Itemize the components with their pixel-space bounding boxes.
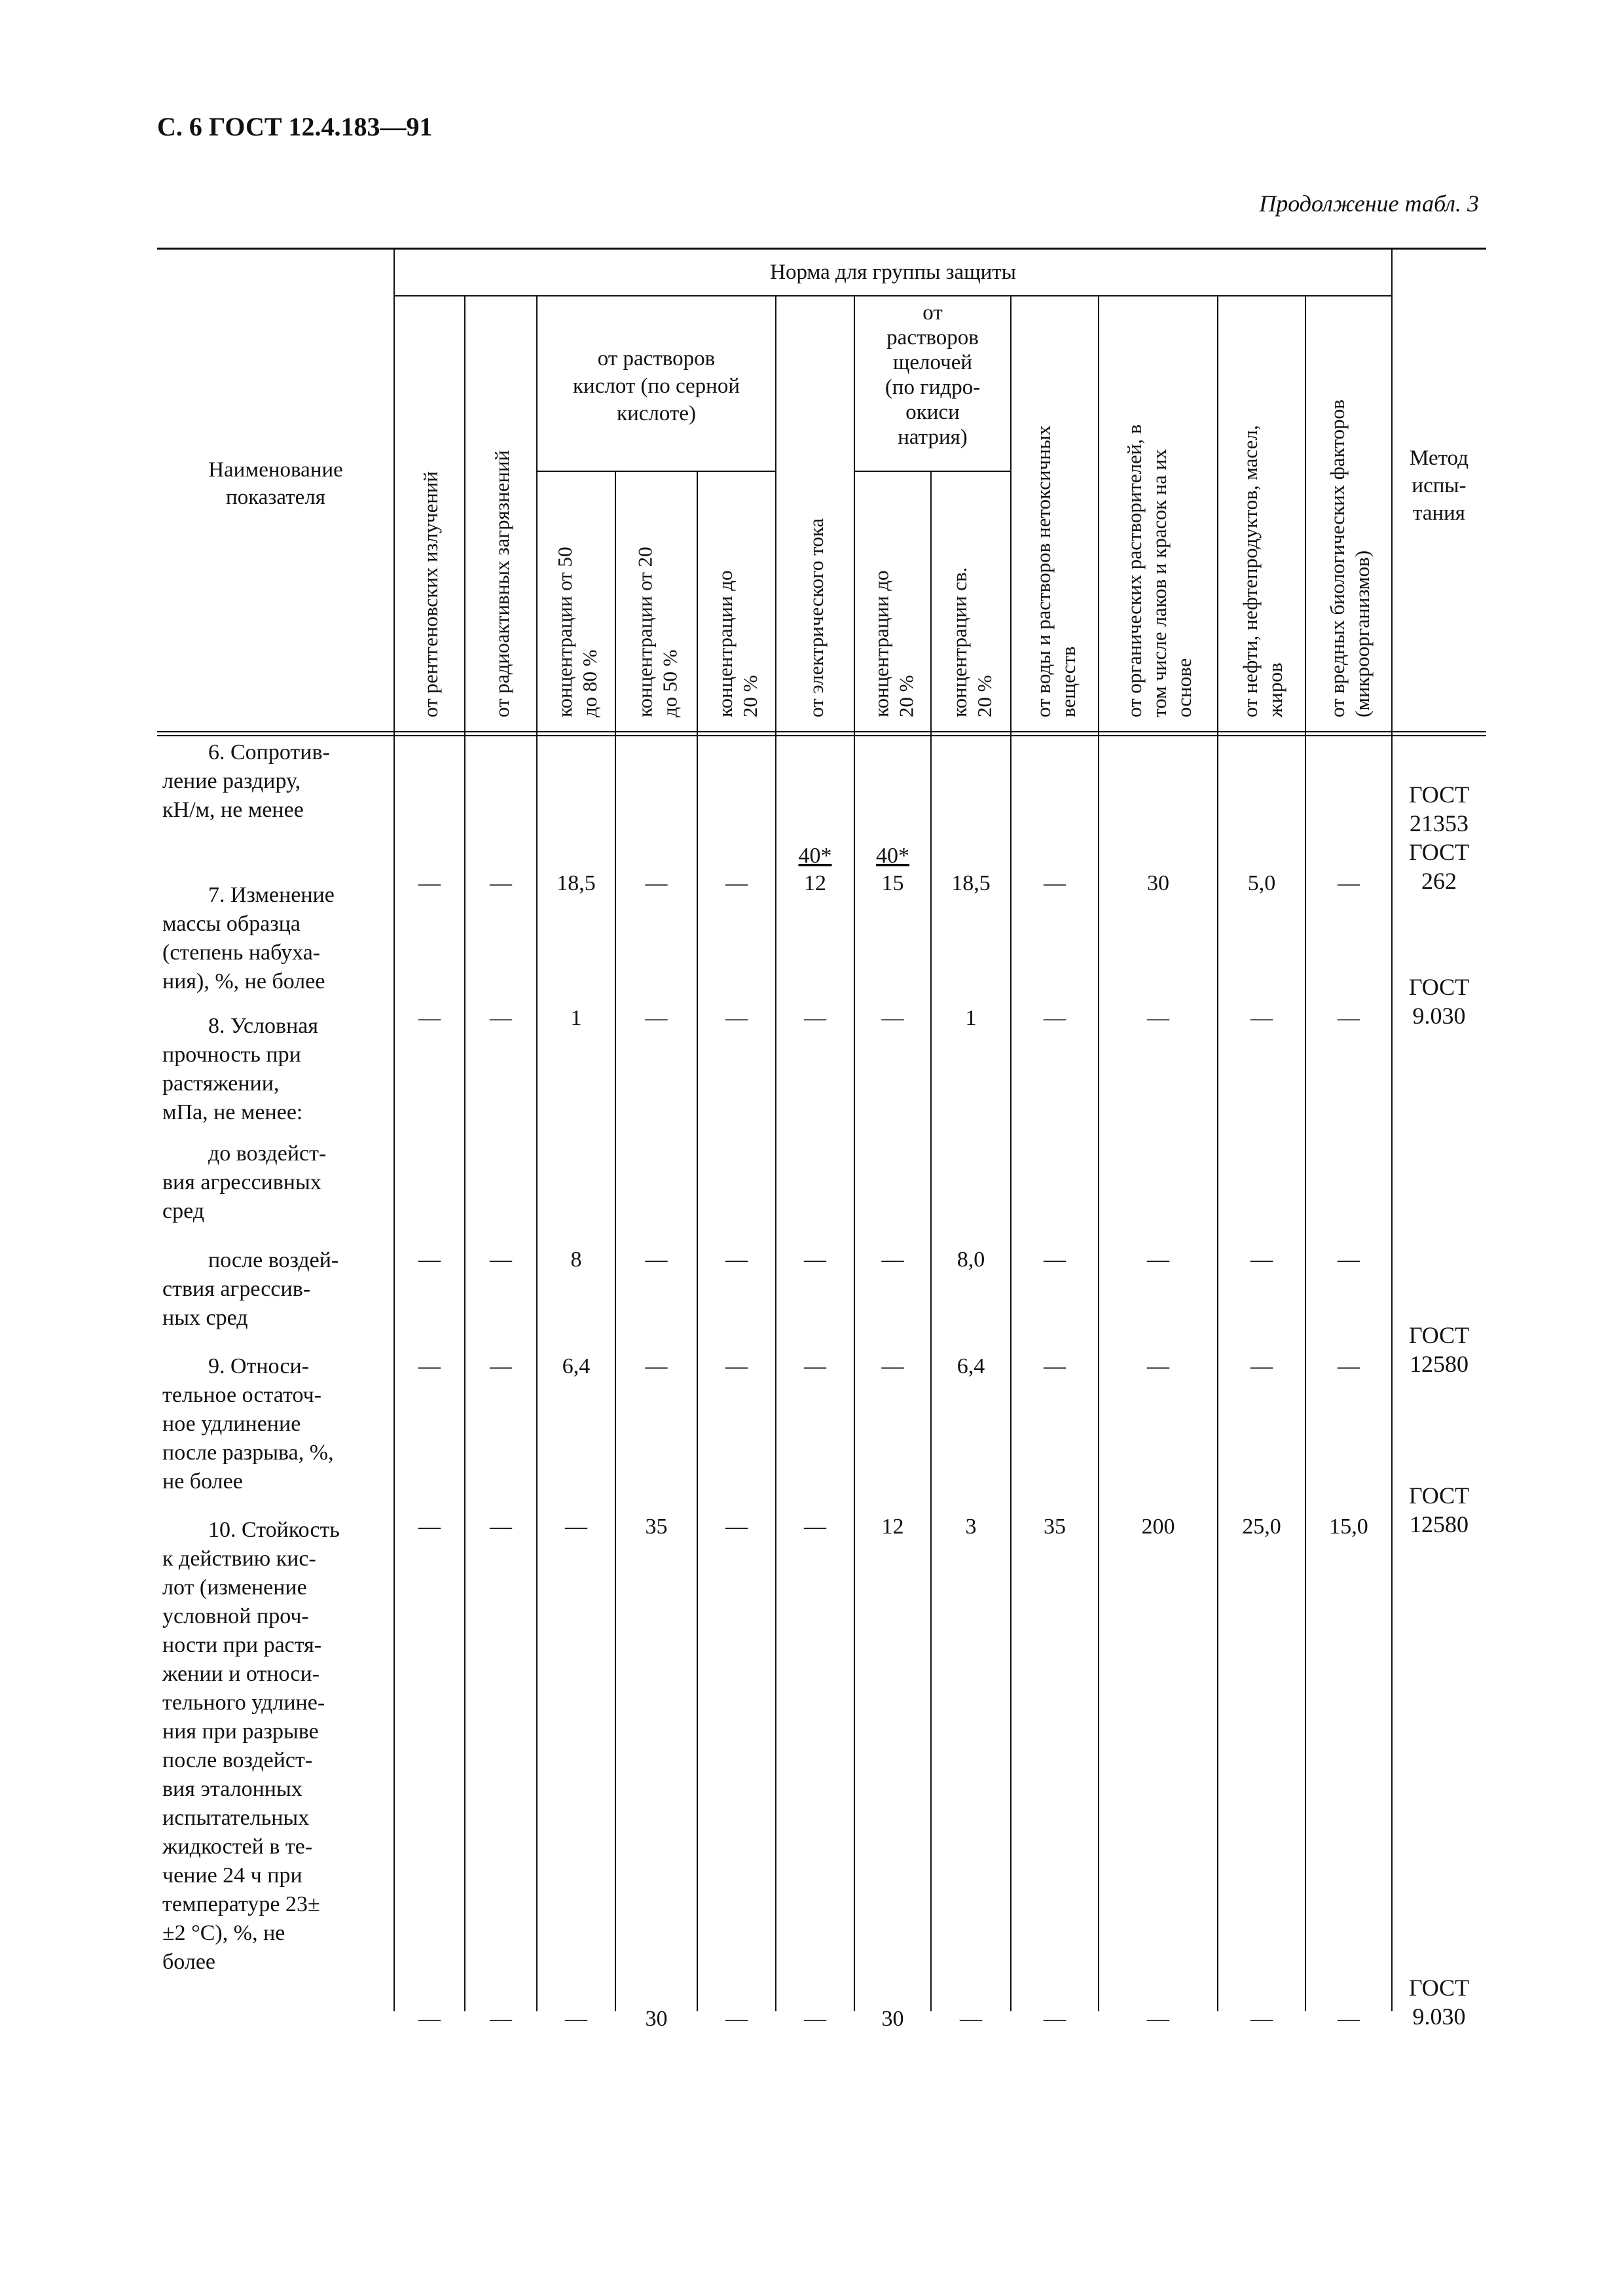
indicator-name: ное удлинение: [162, 1412, 301, 1436]
acid-solutions-header: от растворов: [597, 347, 716, 370]
table-cell: 6,4: [562, 1354, 591, 1378]
table-cell: —: [1250, 1247, 1273, 1272]
alkali-solutions-header: от: [922, 301, 943, 325]
column-header-4: до 50 %: [658, 649, 682, 717]
table-cell: 12: [804, 871, 826, 895]
table-cell: —: [804, 1006, 826, 1030]
table-cell: 15: [881, 871, 904, 895]
test-method: ГОСТ: [1408, 781, 1470, 808]
table-cell: —: [1338, 1354, 1360, 1378]
table-cell: 35: [1044, 1515, 1066, 1539]
table-cell: 30: [1147, 871, 1169, 895]
indicator-name: до воздейст-: [208, 1141, 327, 1166]
indicator-name: ных сред: [162, 1306, 248, 1330]
table-cell: —: [565, 1515, 587, 1539]
test-method: 9.030: [1412, 2003, 1466, 2028]
column-header-6: от электрического тока: [805, 518, 828, 717]
column-header-9: от воды и растворов нетоксичных: [1032, 425, 1055, 717]
table-cell: 30: [645, 2007, 668, 2028]
table-cell: —: [645, 1247, 668, 1272]
test-method-header: испы-: [1412, 474, 1467, 497]
table-cell: —: [960, 2007, 982, 2028]
alkali-solutions-header: окиси: [905, 401, 960, 424]
table-cell: —: [1250, 1354, 1273, 1378]
indicator-name: прочность при: [162, 1043, 301, 1067]
indicator-name: ния), %, не более: [162, 969, 325, 994]
test-method: ГОСТ: [1408, 839, 1470, 865]
norms-table: [157, 247, 1493, 2031]
table-cell: —: [418, 1515, 441, 1539]
column-header-5: концентрации до: [714, 570, 737, 717]
test-method: ГОСТ: [1408, 1482, 1470, 1509]
indicator-name: тельного удлине-: [162, 1691, 325, 1715]
table-cell: —: [1338, 2007, 1360, 2028]
indicator-name: растяжении,: [162, 1071, 280, 1096]
table-cell: —: [418, 1354, 441, 1378]
table-cell: 18,5: [556, 871, 596, 895]
table-cell: —: [490, 1354, 512, 1378]
test-method: ГОСТ: [1408, 1322, 1470, 1348]
table-cell: 30: [881, 2007, 904, 2028]
table-cell: —: [1338, 1006, 1360, 1030]
table-cell: 12: [881, 1515, 904, 1539]
table-cell: —: [804, 1247, 826, 1272]
alkali-solutions-header: (по гидро-: [884, 376, 981, 399]
test-method-header: Метод: [1410, 446, 1468, 470]
table-cell: 8: [570, 1247, 582, 1272]
indicator-name: ности при растя-: [162, 1633, 322, 1657]
alkali-solutions-header: натрия): [898, 425, 968, 449]
table-cell: —: [645, 871, 668, 895]
table-cell: 15,0: [1329, 1515, 1368, 1539]
indicator-name: вия агрессивных: [162, 1170, 321, 1194]
column-header-7: 20 %: [894, 675, 918, 717]
table-cell: —: [725, 2007, 748, 2028]
indicator-name: мПа, не менее:: [162, 1100, 303, 1124]
table-cell: —: [1338, 871, 1360, 895]
table-cell: 1: [570, 1006, 582, 1030]
table-cell: —: [1250, 2007, 1273, 2028]
test-method: 262: [1421, 868, 1457, 894]
table-cell: 3: [965, 1515, 977, 1539]
table-cell: —: [881, 1247, 904, 1272]
acid-solutions-header: кислот (по серной: [573, 374, 740, 398]
indicator-name: ±2 °С), %, не: [162, 1921, 285, 1945]
column-header-10: основе: [1173, 658, 1195, 717]
column-header-3: до 80 %: [578, 649, 601, 717]
column-header-7: концентрации до: [869, 570, 893, 717]
table-continuation-label: Продолжение табл. 3: [1259, 190, 1479, 217]
indicator-name: (степень набуха-: [162, 941, 321, 965]
column-header-11: жиров: [1264, 662, 1286, 717]
indicator-name: жении и относи-: [162, 1662, 319, 1686]
column-header-9: веществ: [1057, 646, 1080, 717]
column-header-10: том числе лаков и красок на их: [1148, 449, 1171, 717]
column-header-10: от органических растворителей, в: [1123, 424, 1146, 717]
indicator-name: после воздей-: [208, 1248, 339, 1272]
indicator-name: 7. Изменение: [208, 883, 335, 907]
table-cell: —: [490, 2007, 512, 2028]
indicator-name: лот (изменение: [162, 1575, 307, 1600]
column-header-4: концентрации от 20: [633, 547, 657, 717]
indicator-name: 10. Стойкость: [208, 1518, 340, 1542]
norms-table-svg: [157, 247, 1493, 2028]
indicator-name: условной проч-: [162, 1604, 309, 1628]
table-cell: —: [1147, 2007, 1169, 2028]
indicator-name: 6. Сопротив-: [208, 740, 330, 764]
column-header-2: от радиоактивных загрязнений: [490, 450, 513, 717]
indicator-name: кН/м, не менее: [162, 798, 304, 822]
indicator-name: жидкостей в те-: [162, 1835, 313, 1859]
indicator-name: испытательных: [162, 1806, 310, 1830]
table-cell: —: [418, 871, 441, 895]
table-cell: —: [725, 1247, 748, 1272]
indicator-name: 8. Условная: [208, 1014, 319, 1038]
column-header-8: 20 %: [973, 675, 996, 717]
table-cell: —: [490, 871, 512, 895]
alkali-solutions-header: щелочей: [892, 351, 973, 374]
indicator-name: более: [162, 1950, 215, 1974]
table-cell: —: [490, 1247, 512, 1272]
table-cell: —: [645, 1006, 668, 1030]
indicator-name: сред: [162, 1199, 205, 1223]
table-cell: 200: [1141, 1515, 1175, 1539]
table-cell: —: [1044, 1354, 1066, 1378]
test-method: ГОСТ: [1408, 1975, 1470, 2001]
table-cell: —: [1147, 1354, 1169, 1378]
indicator-name: чение 24 ч при: [162, 1863, 302, 1888]
indicator-name: к действию кис-: [162, 1547, 316, 1571]
table-cell: —: [1147, 1006, 1169, 1030]
table-cell: —: [1044, 2007, 1066, 2028]
table-cell: 8,0: [957, 1247, 985, 1272]
test-method: 9.030: [1412, 1003, 1466, 1029]
indicator-name: не более: [162, 1469, 243, 1494]
table-cell: —: [1250, 1006, 1273, 1030]
indicator-name: ния при разрыве: [162, 1719, 319, 1744]
test-method: ГОСТ: [1408, 974, 1470, 1000]
table-cell: —: [1338, 1247, 1360, 1272]
indicator-name: после разрыва, %,: [162, 1441, 334, 1465]
table-cell: 1: [965, 1006, 977, 1030]
table-cell: —: [725, 1515, 748, 1539]
table-cell: —: [490, 1006, 512, 1030]
table-cell: —: [804, 2007, 826, 2028]
indicator-name-header: показателя: [226, 486, 325, 509]
column-header-8: концентрации св.: [948, 567, 971, 717]
test-method: 12580: [1410, 1511, 1468, 1537]
indicator-name: вия эталонных: [162, 1777, 302, 1801]
table-cell: —: [725, 1354, 748, 1378]
table-cell: —: [565, 2007, 587, 2028]
table-cell: —: [725, 871, 748, 895]
column-header-12: (микроорганизмов): [1351, 550, 1374, 717]
table-cell: —: [418, 1006, 441, 1030]
table-cell: 25,0: [1242, 1515, 1281, 1539]
test-method-header: тания: [1413, 501, 1465, 525]
column-header-11: от нефти, нефтепродуктов, масел,: [1239, 425, 1262, 717]
table-cell: —: [725, 1006, 748, 1030]
table-cell-upper-value: 40*: [798, 844, 832, 868]
indicator-name-header: Наименование: [208, 458, 343, 482]
table-cell: 18,5: [951, 871, 991, 895]
indicator-name: ление раздиру,: [162, 769, 301, 793]
indicator-name: ствия агрессив-: [162, 1277, 311, 1301]
acid-solutions-header: кислоте): [617, 402, 696, 425]
column-header-5: 20 %: [739, 675, 761, 717]
test-method: 12580: [1410, 1351, 1468, 1377]
indicator-name: температуре 23±: [162, 1892, 320, 1916]
table-cell: —: [881, 1006, 904, 1030]
table-cell: 5,0: [1247, 871, 1276, 895]
column-header-1: от рентгеновских излучений: [419, 471, 442, 717]
table-cell: —: [490, 1515, 512, 1539]
table-cell: —: [1147, 1247, 1169, 1272]
table-cell-upper-value: 40*: [876, 844, 909, 868]
table-cell: —: [645, 1354, 668, 1378]
page-header: С. 6 ГОСТ 12.4.183—91: [157, 112, 433, 141]
indicator-name: 9. Относи-: [208, 1354, 310, 1378]
table-cell: —: [1044, 871, 1066, 895]
column-header-12: от вредных биологических факторов: [1326, 399, 1349, 717]
indicator-name: после воздейст-: [162, 1748, 313, 1772]
column-header-3: концентрации от 50: [553, 547, 576, 717]
table-cell: 6,4: [957, 1354, 985, 1378]
indicator-name: тельное остаточ-: [162, 1383, 321, 1407]
alkali-solutions-header: растворов: [886, 326, 979, 350]
table-cell: —: [1044, 1247, 1066, 1272]
table-cell: —: [804, 1354, 826, 1378]
table-cell: —: [1044, 1006, 1066, 1030]
test-method: 21353: [1410, 810, 1468, 836]
table-cell: —: [804, 1515, 826, 1539]
table-cell: —: [418, 1247, 441, 1272]
norm-group-header: Норма для группы защиты: [770, 260, 1016, 284]
table-cell: —: [418, 2007, 441, 2028]
indicator-name: массы образца: [162, 912, 301, 936]
table-cell: 35: [645, 1515, 668, 1539]
table-cell: —: [881, 1354, 904, 1378]
